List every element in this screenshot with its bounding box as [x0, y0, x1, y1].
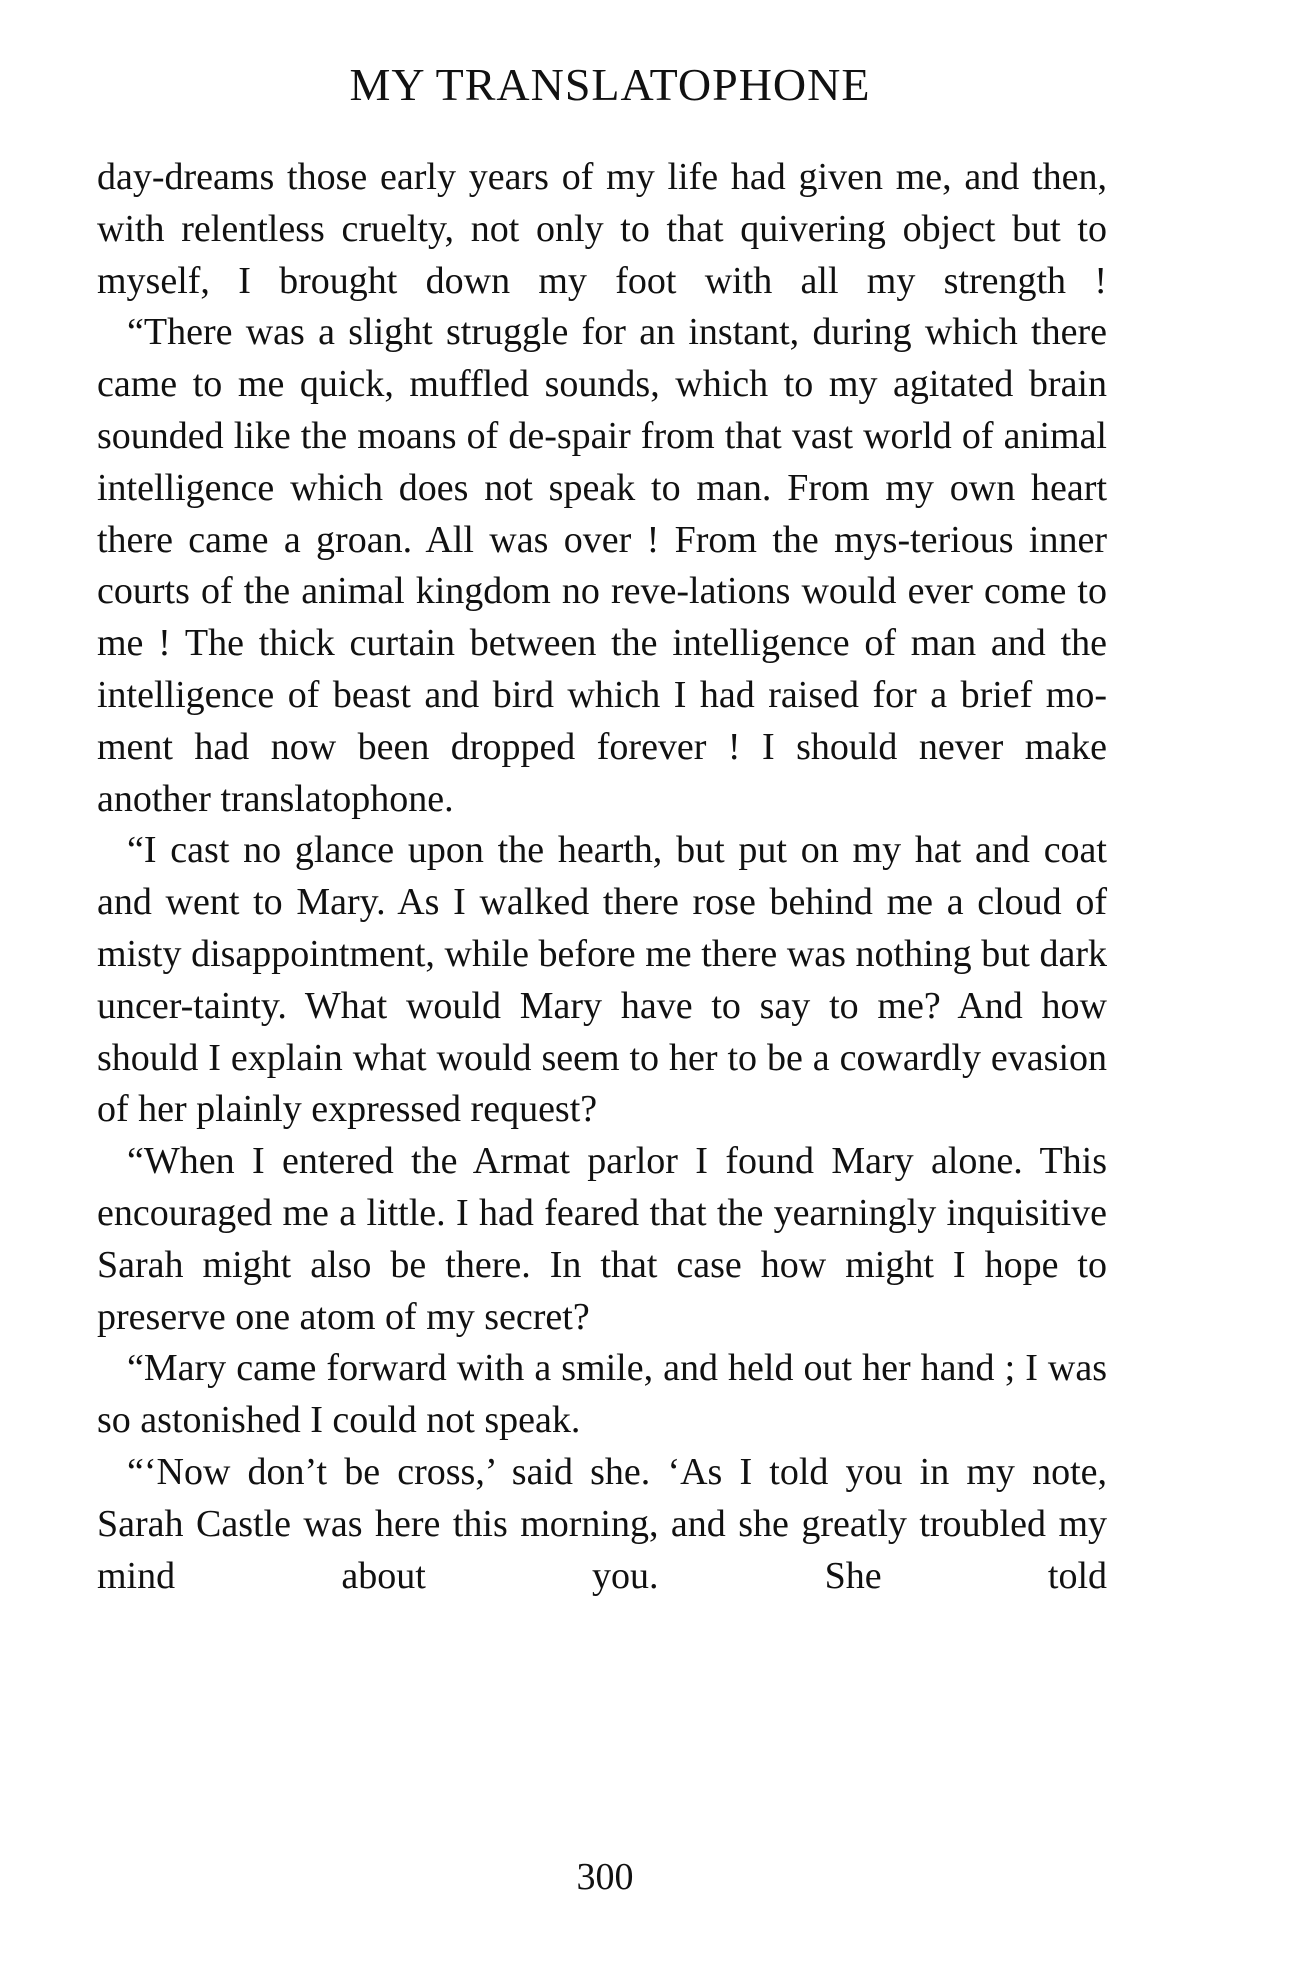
paragraph: “‘Now don’t be cross,’ said she. ‘As I told you in my note, Sarah Castle was here this morning, and she greatly troubled my mind about you. She told — [97, 1450, 1107, 1597]
body-text — [97, 152, 1107, 1602]
paragraph: “Mary came forward with a smile, and held out her hand ; I was so astonished I could not speak. — [97, 1347, 1107, 1442]
paragraph: “There was a slight struggle for an instant, during which there came to me quick, muffled sounds, which to my agitated brain sounded like the moans of de-spair from that vast world of animal intelligence which does not speak to man. From my own heart there came a groan. All was over ! From the mys-terious inner courts of the animal kingdom no reve-lations would ever come to me ! The thick curtain between the intelligence of man and the intelligence of beast and bird which I had raised for a brief mo-ment had now been dropped forever ! I should never make another translatophone. — [97, 311, 1107, 820]
paragraph: day-dreams those early years of my life had given me, and then, with relentless cruelty, not only to that quivering object but to myself, I brought down my foot with all my strength ! — [97, 156, 1107, 302]
paragraph: “I cast no glance upon the hearth, but put on my hat and coat and went to Mary. As I walked there rose behind me a cloud of misty disappointment, while before me there was nothing but dark uncer-tainty. What would Mary have to say to me? And how should I explain what would seem to her to be a cowardly evasion of her plainly expressed request? — [97, 829, 1107, 1131]
running-head: MY TRANSLATOPHONE — [349, 59, 871, 110]
paragraph: “When I entered the Armat parlor I found Mary alone. This encouraged me a little. I had feared that the yearningly inquisitive Sarah might also be there. In that case how might I hope to preserve one atom of my secret? — [97, 1140, 1107, 1338]
page-number: 300 — [576, 1856, 634, 1898]
